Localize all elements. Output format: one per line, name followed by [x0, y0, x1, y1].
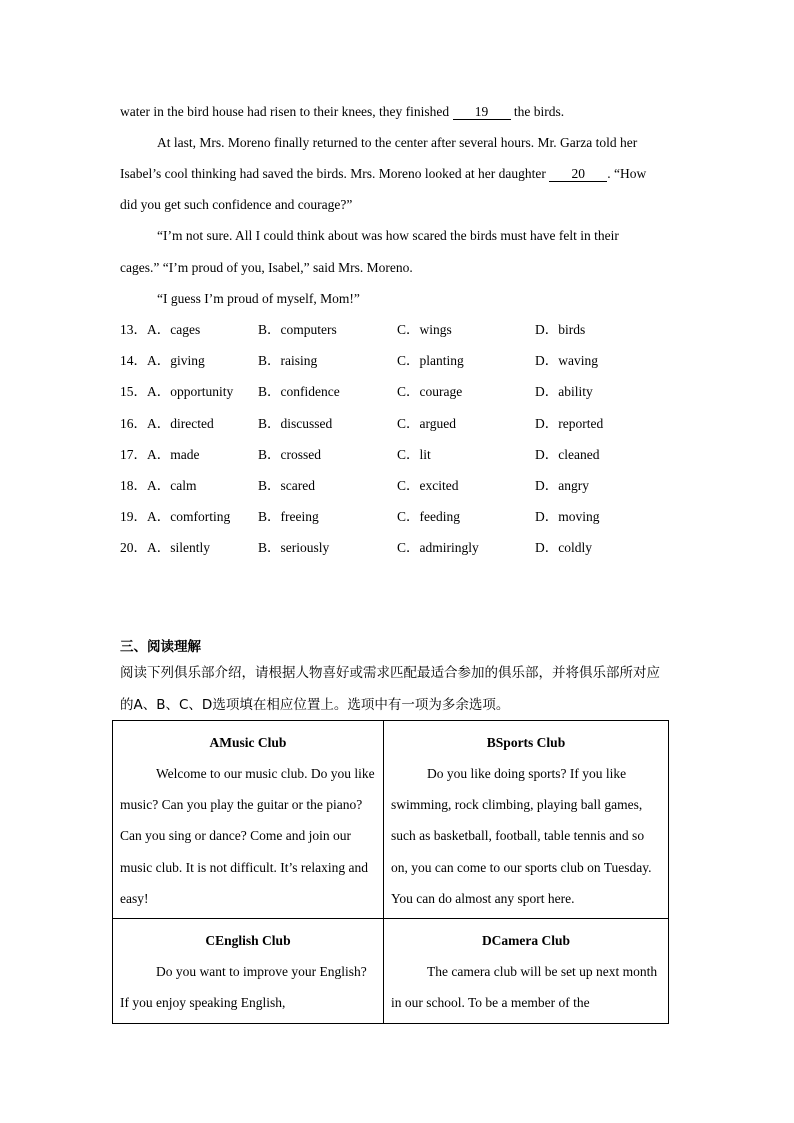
option-c: C．admiringly [397, 540, 479, 555]
option-a: 14．A．giving [120, 353, 205, 368]
clubs-table [112, 720, 669, 1024]
sports-club-text: Do you like doing sports? If you like swimming, rock climbing, playing ball games, such as basketball, football, table tennis and so on, you can come to our sports club on Tuesday. You can do almost any sport here. [391, 766, 652, 906]
passage-line-7: “I guess I’m proud of myself, Mom!” [157, 291, 360, 306]
option-d: D．angry [535, 478, 589, 493]
option-c: C．argued [397, 416, 456, 431]
passage-line-3-after: . “How [607, 166, 647, 181]
option-d: D．moving [535, 509, 600, 524]
option-b: B．freeing [258, 509, 319, 524]
option-a: 19．A．comforting [120, 509, 231, 524]
option-a: 20．A．silently [120, 540, 210, 555]
english-club-text: Do you want to improve your English? If you enjoy speaking English, [120, 964, 367, 1011]
clubs-row-1 [113, 721, 669, 919]
passage-line-1 [120, 103, 564, 121]
option-b: B．seriously [258, 540, 330, 555]
option-d: D．waving [535, 353, 598, 368]
question-row-19 [120, 508, 680, 526]
option-a: 15．A．opportunity [120, 384, 234, 399]
option-c: C．planting [397, 353, 464, 368]
sports-club-cell [384, 721, 669, 919]
option-b: B．computers [258, 322, 337, 337]
question-row-16 [120, 415, 680, 433]
option-b: B．confidence [258, 384, 340, 399]
option-d: D．cleaned [535, 447, 600, 462]
option-d: D．coldly [535, 540, 592, 555]
option-c: C．lit [397, 447, 431, 462]
passage-line-3-before: Isabel’s cool thinking had saved the birds. Mrs. Moreno looked at her daughter [120, 166, 550, 181]
camera-club-cell [384, 919, 669, 1024]
english-club-title: CEnglish Club [205, 933, 291, 948]
camera-club-text: The camera club will be set up next month in our school. To be a member of the [391, 964, 658, 1011]
english-club-cell [113, 919, 384, 1024]
clubs-row-2 [113, 919, 669, 1024]
question-row-13 [120, 321, 680, 339]
music-club-title: AMusic Club [209, 735, 287, 750]
camera-club-title: DCamera Club [481, 933, 571, 948]
passage-line-1-after: the birds. [510, 104, 565, 119]
option-d: D．birds [535, 322, 586, 337]
option-c: C．courage [397, 384, 463, 399]
option-b: B．crossed [258, 447, 321, 462]
option-a: 16．A．directed [120, 416, 214, 431]
option-d: D．ability [535, 384, 593, 399]
option-b: B．raising [258, 353, 318, 368]
blank-20: 20 [549, 167, 607, 182]
passage-line-1-before: water in the bird house had risen to their knees, they finished [120, 104, 453, 119]
instruction-line-2: 的A、B、C、D选项填在相应位置上。选项中有一项为多余选项。 [120, 697, 510, 713]
instruction-line-1: 阅读下列俱乐部介绍，请根据人物喜好或需求匹配最适合参加的俱乐部，并将俱乐部所对应 [120, 665, 660, 681]
blank-19: 19 [453, 105, 511, 120]
music-club-text: Welcome to our music club. Do you like music? Can you play the guitar or the piano? Can you sing or dance? Come and join our music club. It is not difficult. It’s relaxing and easy! [120, 766, 375, 906]
option-b: B．discussed [258, 416, 333, 431]
question-row-20 [120, 539, 680, 557]
option-c: C．feeding [397, 509, 460, 524]
question-row-18 [120, 477, 680, 495]
sports-club-title: BSports Club [486, 735, 566, 750]
passage-line-5: “I’m not sure. All I could think about was how scared the birds must have felt in their [157, 228, 619, 243]
passage-line-2: At last, Mrs. Moreno finally returned to the center after several hours. Mr. Garza told her [157, 135, 638, 150]
music-club-cell [113, 721, 384, 919]
option-a: 17．A．made [120, 447, 200, 462]
option-c: C．excited [397, 478, 459, 493]
option-a: 18．A．calm [120, 478, 197, 493]
question-row-15 [120, 383, 680, 401]
passage-line-6: cages.” “I’m proud of you, Isabel,” said Mrs. Moreno. [120, 260, 413, 275]
option-c: C．wings [397, 322, 452, 337]
section-title: 三、阅读理解 [120, 639, 201, 655]
option-d: D．reported [535, 416, 604, 431]
passage-line-4: did you get such confidence and courage?” [120, 197, 353, 212]
option-b: B．scared [258, 478, 315, 493]
option-a: 13．A．cages [120, 322, 201, 337]
question-row-14 [120, 352, 680, 370]
question-row-17 [120, 446, 680, 464]
passage-line-3 [120, 165, 646, 183]
